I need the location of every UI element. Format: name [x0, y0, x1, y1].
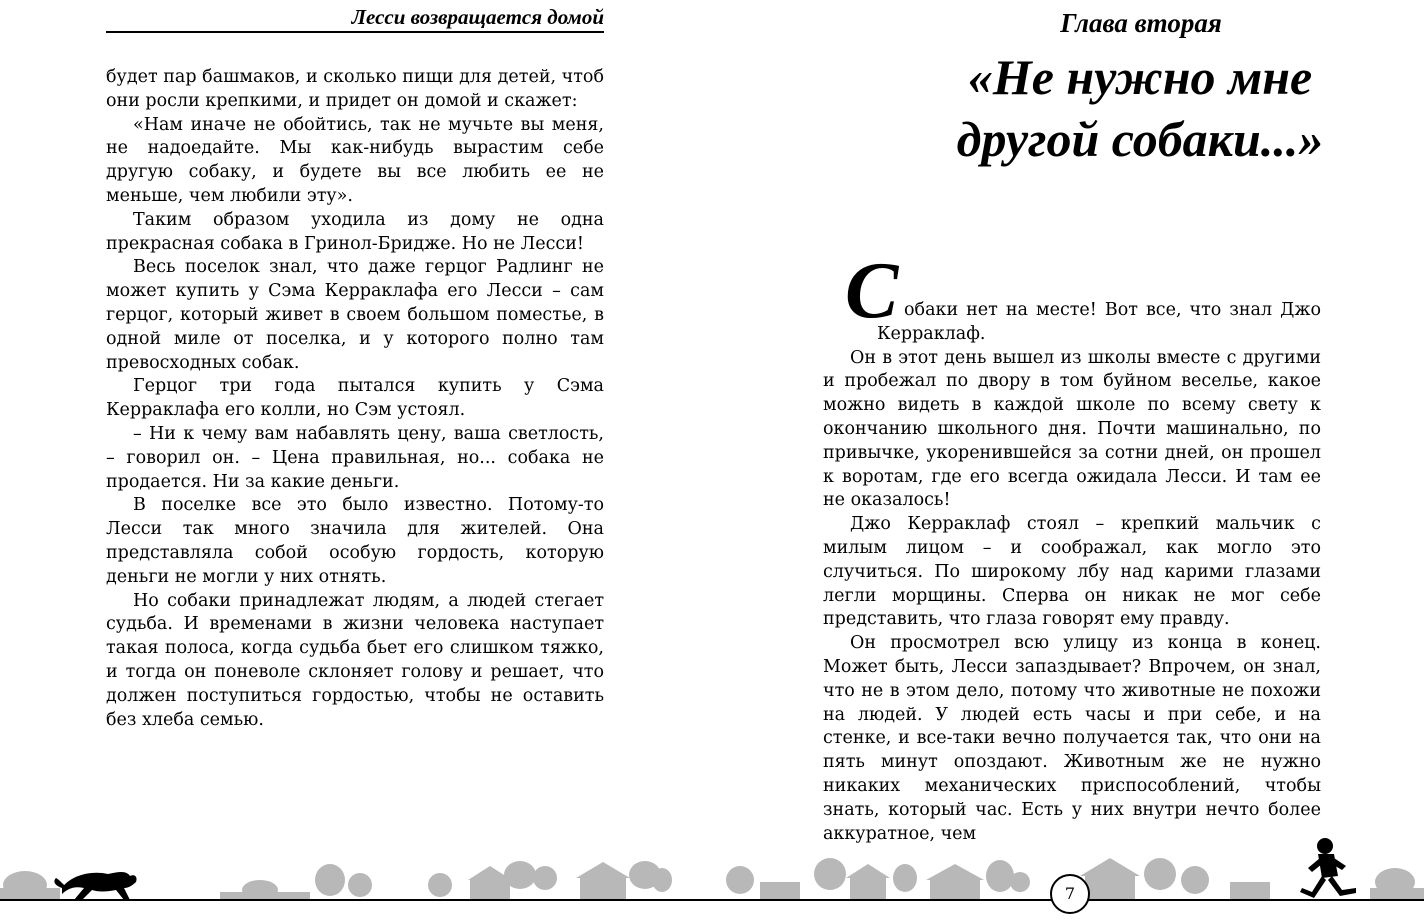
header-rule — [106, 31, 604, 33]
running-head: Лесси возвращается домой — [351, 5, 604, 29]
right-page — [712, 0, 1424, 920]
running-dog-icon — [54, 872, 136, 900]
chapter-title-line: «Не нужно мне — [967, 49, 1313, 105]
chapter-title-line: другой собаки...» — [956, 111, 1324, 167]
right-body-text — [823, 299, 1321, 846]
village-silhouette-icon — [0, 858, 1424, 900]
chapter-title — [712, 46, 1424, 170]
paragraph: В поселке все это было известно. Потому-то Лесси так много значила для жителей. Она представляла собой особую гордость, которую деньги не могли у них отнять. — [106, 495, 604, 587]
left-body-text — [106, 66, 604, 732]
footer-village-illustration — [0, 830, 1424, 920]
paragraph: Таким образом уходила из дому не одна прекрасная собака в Гринол-Бридже. Но не Лесси! — [106, 209, 604, 254]
drop-cap: С — [845, 247, 899, 335]
paragraph: Герцог три года пытался купить у Сэма Керраклафа его колли, но Сэм устоял. — [106, 376, 604, 421]
paragraph: обаки нет на месте! Вот все, что знал Джо Керраклаф. — [877, 300, 1321, 344]
paragraph: Джо Керраклаф стоял – крепкий мальчик с милым лицом – и соображал, как могло это случиться. По широкому лбу над карими глазами легли морщины. Сперва он никак не мог себе представить, что глаза говорят ему правду. — [823, 514, 1321, 630]
paragraph: будет пар башмаков, и сколько пищи для детей, чтоб они росли крепкими, и придет он домой и скажет: — [106, 67, 604, 111]
chapter-label: Глава вторая — [1060, 8, 1222, 38]
paragraph: Но собаки принадлежат людям, а людей стегает судьба. И временами в жизни человека наступает такая полоса, когда судьба бьет его слишком тяжко, и тогда он поневоле склоняет голову и решает, что должен поступиться гордостью, чтобы не оставить без хлеба семью. — [106, 590, 604, 730]
paragraph: Весь поселок знал, что даже герцог Радлинг не может купить у Сэма Керраклафа его Лесси – сам герцог, который живет в своем большом поместье, в одной миле от поселка, и у которого полно там превосходных собак. — [106, 257, 604, 373]
page-number: 7 — [1050, 874, 1090, 914]
running-boy-icon — [1300, 838, 1356, 898]
paragraph: «Нам иначе не обойтись, так не мучьте вы меня, не надоедайте. Мы как-нибудь вырастим себе другую собаку, и будете вы все любить ее не меньше, чем любили эту». — [106, 114, 604, 206]
paragraph: Он в этот день вышел из школы вместе с другими и пробежал по двору в том буйном веселье, какое можно видеть в каждой школе по всему свету к окончанию школьного дня. Почти машинально, по привычке, укоренившейся за сотни дней, он прошел к воротам, где его всегда ожидала Лесси. И там ее не оказалось! — [823, 347, 1321, 511]
paragraph: – Ни к чему вам набавлять цену, ваша светлость, – говорил он. – Цена правильная, но... собака не продается. Ни за какие деньги. — [106, 423, 604, 492]
paragraph: Он просмотрел всю улицу из конца в конец. Может быть, Лесси запаздывает? Впрочем, он знал, что не в этом дело, потому что животные не похожи на людей. У людей есть часы и при себе, и на стенке, и все-таки вечно получается так, что они на пять минут опоздают. Животным же не нужно никаких механических приспособлений, чтобы знать, который час. Есть у них внутри нечто более аккуратное, чем — [823, 633, 1321, 844]
